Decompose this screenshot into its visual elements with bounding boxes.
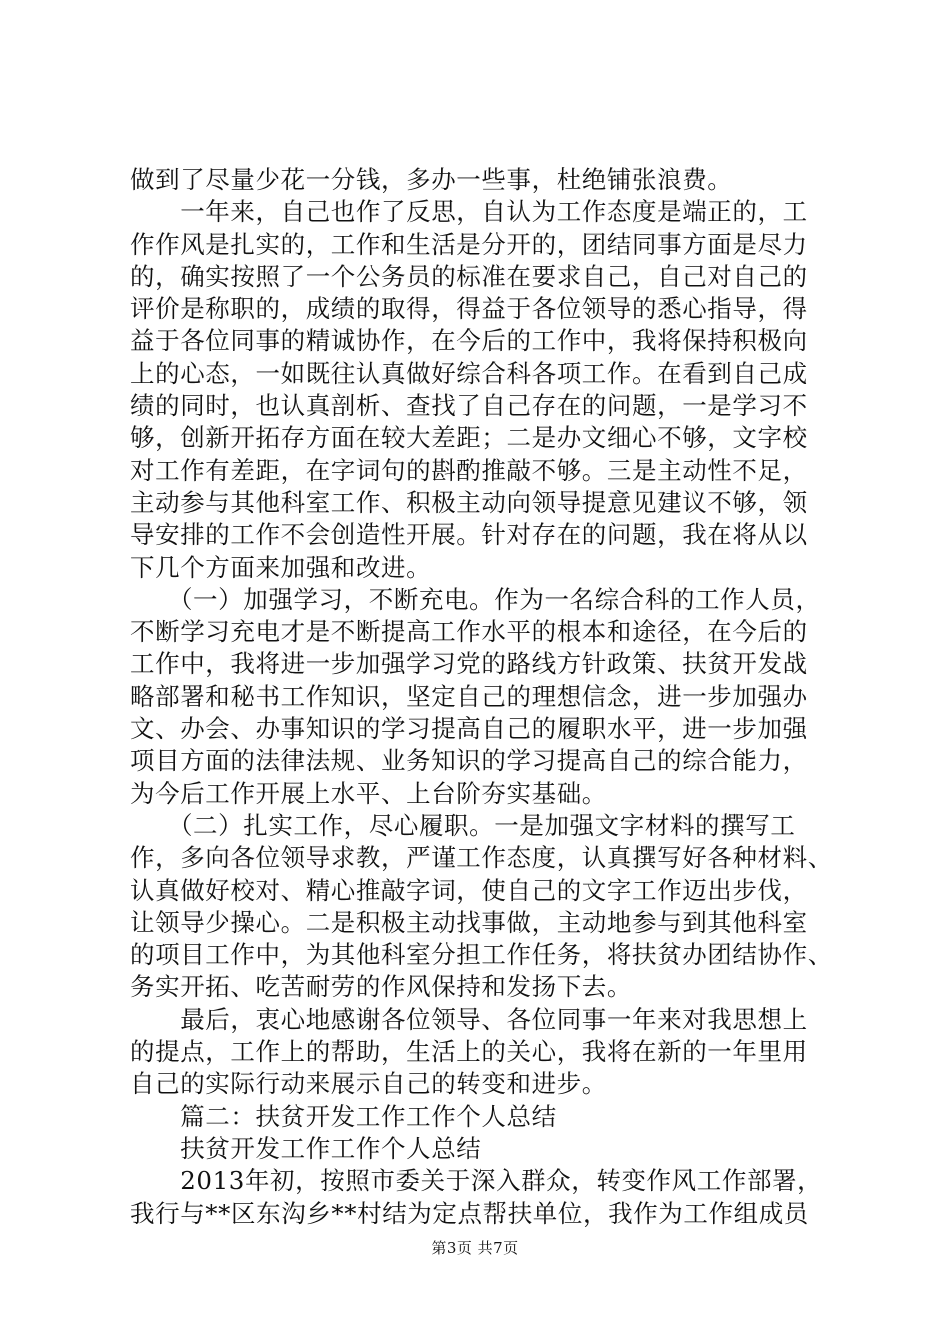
text-line: 文、办会、办事知识的学习提高自己的履职水平，进一步加强 [130, 714, 808, 744]
text-line: 的，确实按照了一个公务员的标准在要求自己，自己对自己的 [130, 261, 808, 291]
text-line: 项目方面的法律法规、业务知识的学习提高自己的综合能力， [130, 746, 808, 776]
text-line: 对工作有差距，在字词句的斟酌推敲不够。三是主动性不足， [130, 455, 808, 485]
text-line: 让领导少操心。二是积极主动找事做，主动地参与到其他科室 [130, 907, 808, 937]
text-line: （一）加强学习，不断充电。作为一名综合科的工作人员， [130, 584, 821, 614]
text-line: 作作风是扎实的，工作和生活是分开的，团结同事方面是尽力 [130, 229, 808, 259]
text-line: 2013年初，按照市委关于深入群众，转变作风工作部署， [130, 1166, 823, 1196]
section-heading: 篇二：扶贫开发工作工作个人总结 [130, 1101, 557, 1131]
text-line: 认真做好校对、精心推敲字词，使自己的文字工作迈出步伐， [130, 875, 808, 905]
text-line: 工作中，我将进一步加强学习党的路线方针政策、扶贫开发战 [130, 649, 808, 679]
text-line: （二）扎实工作，尽心履职。一是加强文字材料的撰写工 [130, 810, 796, 840]
text-line: 我行与**区东沟乡**村结为定点帮扶单位，我作为工作组成员 [130, 1198, 809, 1228]
text-line: 上的心态，一如既往认真做好综合科各项工作。在看到自己成 [130, 358, 808, 388]
text-line: 够，创新开拓存方面在较大差距；二是办文细心不够，文字校 [130, 423, 808, 453]
text-line: 略部署和秘书工作知识，坚定自己的理想信念，进一步加强办 [130, 681, 808, 711]
text-line: 下几个方面来加强和改进。 [130, 552, 432, 582]
text-line: 评价是称职的，成绩的取得，得益于各位领导的悉心指导，得 [130, 294, 808, 324]
text-line: 的项目工作中，为其他科室分担工作任务，将扶贫办团结协作、 [130, 940, 833, 970]
text-line: 主动参与其他科室工作、积极主动向领导提意见建议不够，领 [130, 487, 808, 517]
page-number-footer: 第3页 共7页 [431, 1239, 519, 1257]
text-line: 导安排的工作不会创造性开展。针对存在的问题，我在将从以 [130, 520, 808, 550]
text-line: 最后，衷心地感谢各位领导、各位同事一年来对我思想上 [130, 1004, 808, 1034]
text-line: 自己的实际行动来展示自己的转变和进步。 [130, 1069, 607, 1099]
text-line: 为今后工作开展上水平、上台阶夯实基础。 [130, 778, 607, 808]
text-line: 作，多向各位领导求教，严谨工作态度，认真撰写好各种材料、 [130, 843, 833, 873]
text-line: 益于各位同事的精诚协作，在今后的工作中，我将保持积极向 [130, 326, 808, 356]
text-line: 做到了尽量少花一分钱，多办一些事，杜绝铺张浪费。 [130, 165, 733, 194]
text-line: 绩的同时，也认真剖析、查找了自己存在的问题，一是学习不 [130, 391, 808, 421]
text-line: 一年来，自己也作了反思，自认为工作态度是端正的，工 [130, 197, 808, 227]
section-title: 扶贫开发工作工作个人总结 [130, 1133, 482, 1163]
text-line: 务实开拓、吃苦耐劳的作风保持和发扬下去。 [130, 972, 632, 1002]
text-line: 不断学习充电才是不断提高工作水平的根本和途径，在今后的 [130, 617, 808, 647]
document-body [130, 164, 833, 1230]
text-line: 的提点，工作上的帮助，生活上的关心，我将在新的一年里用 [130, 1037, 808, 1067]
